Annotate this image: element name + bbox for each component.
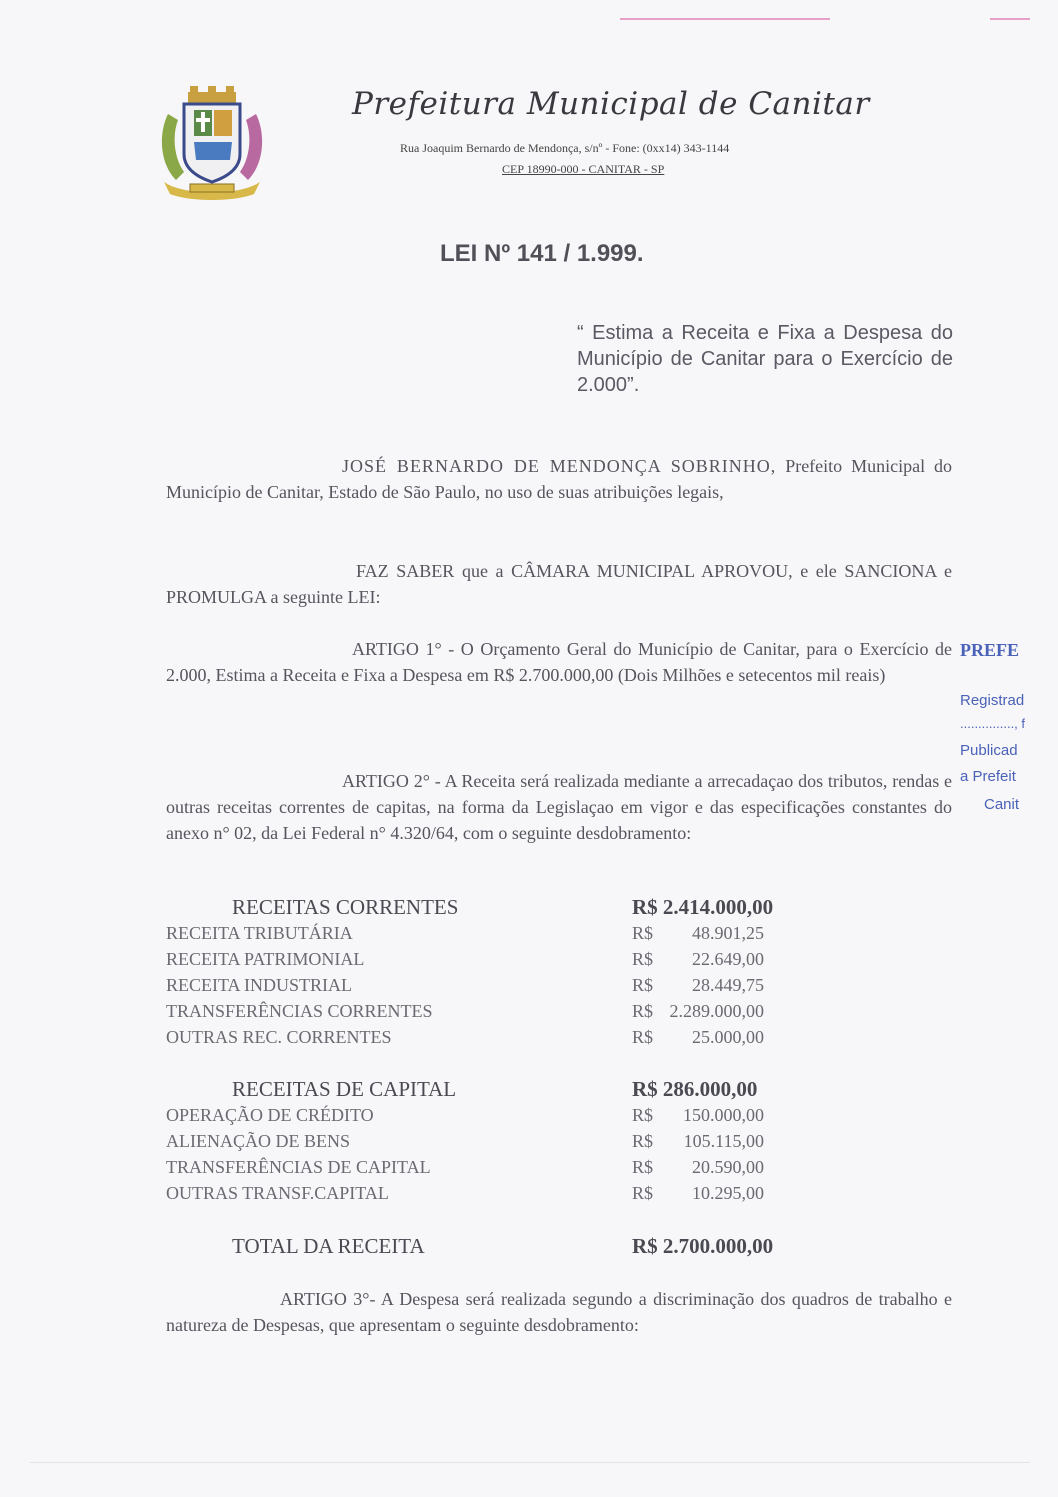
revenue-item-value: 20.590,00 [692, 1157, 764, 1177]
revenue-item-label: ALIENAÇÃO DE BENS [166, 1131, 350, 1151]
revenue-item-value: 48.901,25 [692, 923, 764, 943]
receitas-capital-label: RECEITAS DE CAPITAL [232, 1077, 457, 1101]
faz-saber-lead: FAZ SABER [356, 561, 455, 581]
page-title: Prefeitura Municipal de Canitar [352, 86, 870, 122]
revenue-item-label: OPERAÇÃO DE CRÉDITO [166, 1105, 374, 1125]
page-bottom-divider [30, 1462, 1030, 1463]
article-3 [166, 1286, 952, 1338]
article-1 [166, 636, 952, 688]
article-2 [166, 768, 952, 846]
revenue-item-currency: R$ [632, 923, 654, 943]
revenue-item-currency: R$ [632, 1105, 654, 1125]
article-3-label: ARTIGO 3°- [280, 1289, 376, 1309]
revenue-item-label: OUTRAS TRANSF.CAPITAL [166, 1183, 389, 1203]
revenue-item-label: RECEITA PATRIMONIAL [166, 949, 365, 969]
revenue-item-value: 2.289.000,00 [669, 1001, 764, 1021]
revenue-item-currency: R$ [632, 1001, 654, 1021]
revenue-item-currency: R$ [632, 1183, 654, 1203]
stamp-line: Registrad [960, 692, 1025, 709]
article-2-label: ARTIGO 2° [342, 771, 430, 791]
law-ementa: “ Estima a Receita e Fixa a Despesa do Município de Canitar para o Exercício de 2.000”. [577, 322, 953, 396]
total-receita-label: TOTAL DA RECEITA [232, 1234, 425, 1258]
stamp-line: Publicad [960, 742, 1018, 759]
revenue-item-label: RECEITA TRIBUTÁRIA [166, 923, 353, 943]
article-3-text: A Despesa será realizada segundo a discriminação dos quadros de trabalho e natureza de Despesas, que apresentam o seguinte desdobramento: [166, 1289, 952, 1335]
article-1-label: ARTIGO 1° [352, 639, 442, 659]
receitas-correntes-label: RECEITAS CORRENTES [232, 895, 459, 919]
revenue-item-currency: R$ [632, 949, 654, 969]
revenue-item-currency: R$ [632, 1027, 654, 1047]
revenue-item-label: TRANSFERÊNCIAS CORRENTES [166, 1001, 433, 1021]
article-2-text: - A Receita será realizada mediante a arrecadaçao dos tributos, rendas e outras receitas correntes de capitas, na forma da Legislaçao em vigor e das especificações constantes do anexo n° 02, da Lei Federal n° 4.320/64, com o seguinte desdobramento: [166, 771, 953, 843]
stamp-line: PREFE [960, 640, 1020, 660]
revenue-item-value: 22.649,00 [692, 949, 764, 969]
header-cep: CEP 18990-000 - CANITAR - SP [502, 162, 665, 176]
revenue-item-currency: R$ [632, 1157, 654, 1177]
stamp-line: a Prefeit [960, 768, 1016, 785]
revenue-item-value: 10.295,00 [692, 1183, 764, 1203]
header-address: Rua Joaquim Bernardo de Mendonça, s/nº - Fone: (0xx14) 343-1144 [400, 141, 730, 155]
scan-artifact [30, 8, 1030, 12]
faz-saber-text: que a CÂMARA MUNICIPAL APROVOU, e ele SANCIONA e PROMULGA a seguinte LEI: [166, 561, 953, 607]
article-1-text: - O Orçamento Geral do Município de Canitar, para o Exercício de 2.000, Estima a Receita e Fixa a Despesa em R$ 2.700.000,00 (Dois Milhões e setecentos mil reais) [166, 639, 952, 685]
revenue-item-value: 28.449,75 [692, 975, 764, 995]
receitas-correntes-total: R$ 2.414.000,00 [632, 895, 774, 919]
mayor-name: JOSÉ BERNARDO DE MENDONÇA SOBRINHO, [342, 456, 777, 476]
revenue-item-value: 105.115,00 [683, 1131, 764, 1151]
preamble-text: Prefeito Municipal do Município de Canitar, Estado de São Paulo, no uso de suas atribuições legais, [166, 456, 953, 502]
total-receita-value: R$ 2.700.000,00 [632, 1234, 774, 1258]
revenue-item-label: RECEITA INDUSTRIAL [166, 975, 353, 995]
crest-icon [154, 84, 270, 202]
revenue-item-label: TRANSFERÊNCIAS DE CAPITAL [166, 1157, 431, 1177]
receitas-capital-total: R$ 286.000,00 [632, 1077, 758, 1101]
revenue-item-value: 25.000,00 [692, 1027, 764, 1047]
revenue-item-value: 150.000,00 [683, 1105, 764, 1125]
revenue-item-currency: R$ [632, 1131, 654, 1151]
stamp-line: ..............., f [960, 716, 1026, 731]
law-title: LEI Nº 141 / 1.999. [440, 240, 644, 267]
revenue-item-label: OUTRAS REC. CORRENTES [166, 1027, 392, 1047]
stamp-line: Canit [984, 796, 1020, 813]
faz-saber-paragraph [166, 558, 952, 610]
preamble-paragraph [166, 453, 952, 505]
revenue-item-currency: R$ [632, 975, 654, 995]
